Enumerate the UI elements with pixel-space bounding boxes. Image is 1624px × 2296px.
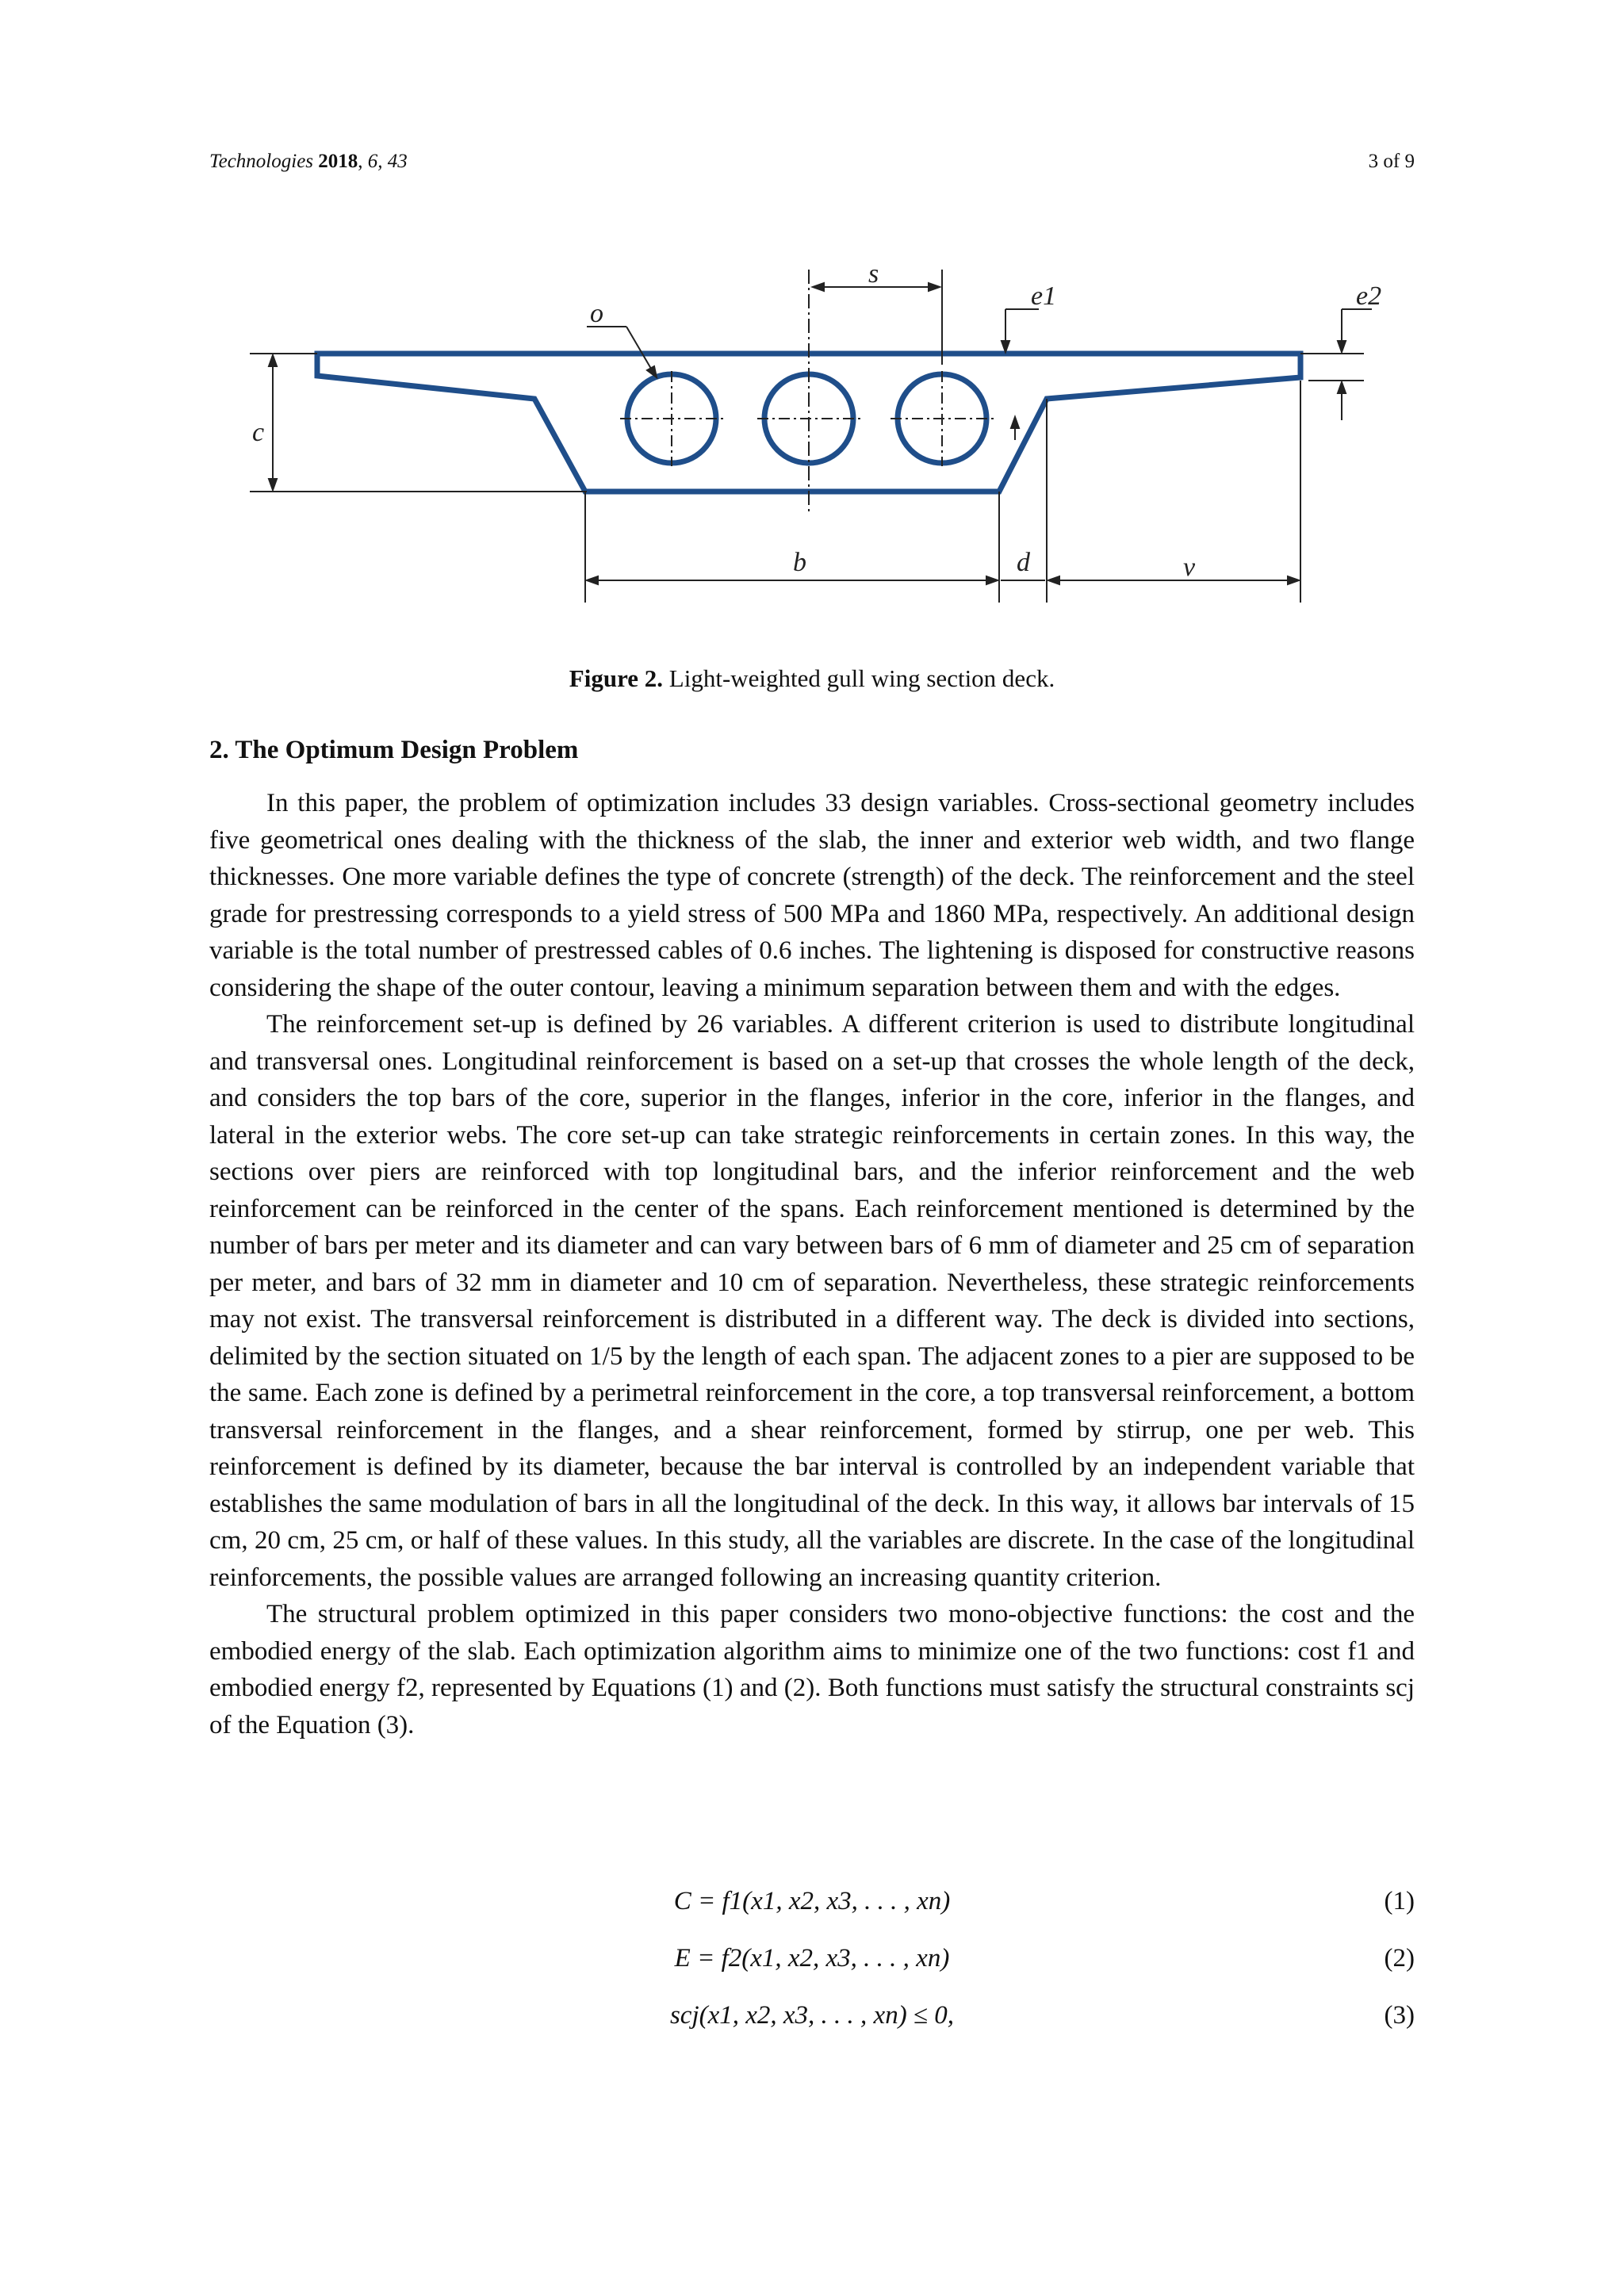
equation-1	[209, 1887, 1415, 1944]
equation-2	[209, 1944, 1415, 2001]
label-e1: e1	[1031, 281, 1057, 311]
paragraph-3: The structural problem optimized in this paper considers two mono-objective functions: the cost and the embodied energy of the slab. Each optimization algorithm aims to minimize one of the two functions: cost f1 and embodied energy f2, represented by Equations (1) and (2). Both functions must satisfy the structural constraints scj of the Equation (3).	[209, 1600, 1415, 1739]
label-e2: e2	[1356, 281, 1382, 311]
label-s: s	[868, 259, 879, 289]
equation-3-expression: scj(x1, x2, x3, . . . , xn) ≤ 0,	[669, 2001, 955, 2030]
equation-1-expression: C = f1(x1, x2, x3, . . . , xn)	[673, 1887, 951, 1915]
deck-section-drawing	[238, 254, 1404, 618]
journal-year: 2018	[318, 151, 358, 172]
equation-2-number: (2)	[1384, 1944, 1415, 1973]
equation-3-number: (3)	[1384, 2001, 1415, 2030]
paragraph-1: In this paper, the problem of optimization includes 33 design variables. Cross-sectional geometry includes five geometrical ones dealing with the thickness of the slab, the inner and exterior web width, and two flange thicknesses. One more variable defines the type of concrete (strength) of the deck. The reinforcement and the steel grade for prestressing corresponds to a yield stress of 500 MPa and 1860 MPa, respectively. An additional design variable is the total number of prestressed cables of 0.6 inches. The lightening is disposed for constructive reasons considering the shape of the outer contour, leaving a minimum separation between them and with the edges.	[209, 789, 1415, 1002]
label-v: v	[1183, 553, 1196, 582]
equations-block	[209, 1887, 1415, 2058]
label-c: c	[252, 418, 265, 447]
figure-caption	[0, 664, 1624, 693]
caption-text: Light-weighted gull wing section deck.	[668, 664, 1055, 692]
dimension-labels	[252, 259, 1381, 582]
caption-label: Figure 2.	[569, 664, 664, 692]
equation-2-expression: E = f2(x1, x2, x3, . . . , xn)	[674, 1944, 950, 1973]
paragraph-2: The reinforcement set-up is defined by 26 variables. A different criterion is used to distribute longitudinal and transversal ones. Longitudinal reinforcement is based on a set-up that crosses the whole length of the deck, and considers the top bars of the core, superior in the flanges, inferior in the core, inferior in the flanges, and lateral in the exterior webs. The core set-up can take strategic reinforcements in certain zones. In this way, the sections over piers are reinforced with top longitudinal bars, and the inferior reinforcement and the web reinforcement can be reinforced in the center of the spans. Each reinforcement mentioned is determined by the number of bars per meter and its diameter and can vary between bars of 6 mm of diameter and 25 cm of separation per meter, and bars of 32 mm in diameter and 10 cm of separation. Nevertheless, these strategic reinforcements may not exist. The transversal reinforcement is distributed in a different way. The deck is divided into sections, delimited by the section situated on 1/5 by the length of each span. The adjacent zones to a pier are supposed to be the same. Each zone is defined by a perimetral reinforcement in the core, a top transversal reinforcement, a bottom transversal reinforcement in the flanges, and a shear reinforcement, formed by stirrup, one per web. This reinforcement is defined by its diameter, because the bar interval is controlled by an independent variable that establishes the same modulation of bars in all the longitudinal of the deck. In this way, it allows bar intervals of 15 cm, 20 cm, 25 cm, or half of these values. In this study, all the variables are discrete. In the case of the longitudinal reinforcements, the possible values are arranged following an increasing quantity criterion.	[209, 1010, 1415, 1592]
dimension-lines	[250, 270, 1372, 603]
label-d: d	[1017, 548, 1030, 577]
label-b: b	[793, 548, 806, 577]
running-header	[209, 151, 1415, 182]
journal-issue: 6, 43	[367, 151, 408, 172]
equation-1-number: (1)	[1384, 1887, 1415, 1915]
label-o: o	[590, 299, 603, 328]
body-text	[209, 785, 1415, 1743]
figure-cross-section	[238, 254, 1404, 618]
page-number: 3 of 9	[1368, 151, 1415, 172]
equation-3	[209, 2001, 1415, 2058]
section-heading: 2. The Optimum Design Problem	[209, 736, 579, 764]
journal-citation: Technologies 2018, 6, 43	[209, 151, 408, 172]
journal-name: Technologies	[209, 151, 314, 172]
